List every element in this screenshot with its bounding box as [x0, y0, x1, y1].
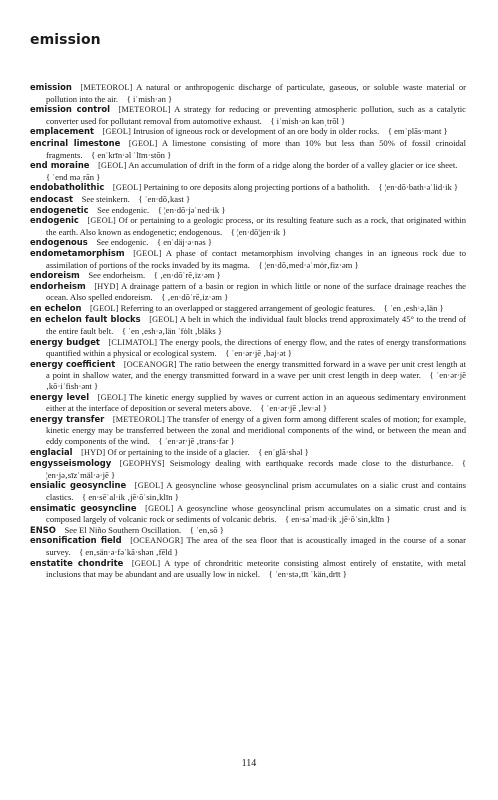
entry-pronunciation: { ˈen·stə‚tīt ˈkän‚drīt } [268, 569, 347, 580]
entry-definition: The kinetic energy supplied by waves or current action in an aqueous sedimentary environment either at the interface of deposition or several meters above. [46, 391, 466, 414]
entry-pronunciation: { ‚en·dōˈrē‚iz·əm } [153, 270, 221, 281]
dictionary-entry [30, 182, 466, 194]
entry-headword: en echelon fault blocks [30, 314, 141, 325]
entry-headword: ensimatic geosyncline [30, 502, 137, 513]
entry-pronunciation: { enˈkrīn·əl ˈlīm·stōn } [91, 149, 172, 160]
dictionary-entry [30, 359, 466, 392]
entry-headword: endoreism [30, 270, 80, 281]
entry-pronunciation: { ˈen ‚esh·ə‚län ˈfȯlt ‚bläks } [121, 326, 223, 337]
running-head: emission [30, 32, 101, 48]
entry-pronunciation: { ¦en·jə‚sīzˈmäl·ə·jē } [46, 458, 466, 480]
entry-pronunciation: { enˈdäj·ə·nəs } [156, 237, 212, 248]
entry-headword: emplacement [30, 126, 94, 137]
entry-field-tag: [OCEANOGR] [123, 359, 177, 369]
entry-headword: endogenic [30, 215, 79, 226]
dictionary-entry [30, 205, 466, 216]
dictionary-entry [30, 104, 466, 126]
dictionary-entry [30, 458, 466, 480]
entry-headword: ensialic geosyncline [30, 480, 127, 491]
dictionary-entry [30, 314, 466, 336]
entry-definition: See El Niño Southern Oscillation. [64, 524, 182, 535]
entry-definition: Of or pertaining to the inside of a glacier. [107, 446, 250, 457]
entry-field-tag: [GEOL] [112, 183, 142, 193]
entry-headword: energy level [30, 391, 90, 402]
entry-field-tag: [GEOL] [134, 481, 164, 491]
entry-field-tag: [OCEANOGR] [130, 536, 184, 546]
entry-list [30, 82, 466, 580]
dictionary-entry [30, 503, 466, 525]
entry-definition: A belt in which the individual fault blocks trend approximately 45° to the trend of the entire fault belt. [46, 314, 466, 337]
entry-headword: emission [30, 82, 72, 92]
entry-definition: A drainage pattern of a basin or region in which little or none of the surface drainage reaches the ocean. Also spelled endoreism. [46, 280, 466, 303]
entry-field-tag: [GEOL] [98, 161, 127, 171]
entry-definition: A geosyncline whose geosynclinal prism accumulates on a sialic crust and contains clastics. [46, 480, 466, 502]
entry-pronunciation: { ¦en·dō¦jen·ik } [230, 226, 287, 237]
dictionary-entry [30, 525, 466, 536]
dictionary-entry [30, 215, 466, 237]
entry-definition: A geosyncline whose geosynclinal prism accumulates on a simatic crust and is composed largely of volcanic rock or sediments of volcanic debris. [46, 502, 466, 525]
entry-headword: ensonification field [30, 535, 122, 546]
entry-definition: Seismology dealing with earthquake records made close to the disturbance. [169, 458, 454, 469]
entry-definition: Intrusion of igneous rock or development of an ore body in older rocks. [133, 126, 380, 137]
dictionary-entry [30, 392, 466, 414]
entry-definition: A limestone consisting of more than 10% but less than 50% of fossil crinoidal fragments. [46, 137, 466, 160]
dictionary-entry [30, 303, 466, 315]
entry-field-tag: [METEOROL] [112, 414, 165, 424]
entry-pronunciation: { ¦en·dō·jəˈned·ik } [157, 204, 226, 215]
entry-definition: A natural or anthropogenic discharge of particulate, gaseous, or soluble waste material or pollution into the air. [46, 82, 466, 104]
entry-definition: See endogenic. [97, 204, 150, 215]
entry-field-tag: [METEOROL] [118, 105, 171, 115]
entry-headword: englacial [30, 446, 73, 457]
dictionary-entry [30, 138, 466, 160]
entry-pronunciation: { ˈen·ər·jē ‚bəj·ət } [225, 348, 292, 359]
dictionary-entry [30, 160, 466, 182]
entry-field-tag: [METEOROL] [80, 83, 133, 92]
dictionary-entry [30, 447, 466, 459]
entry-pronunciation: { ¦en·dō·bath·əˈlid·ik } [378, 182, 459, 193]
dictionary-entry [30, 237, 466, 248]
entry-definition: Pertaining to ore deposits along projecting portions of a batholith. [143, 182, 370, 193]
entry-headword: en echelon [30, 302, 82, 313]
entry-definition: See endogenic. [96, 237, 149, 248]
entry-field-tag: [GEOL] [133, 248, 162, 258]
entry-pronunciation: { ˈen·ər·jē ‚kō·iˈfish·ənt } [46, 370, 466, 392]
entry-pronunciation: { ˈen·dō‚kast } [138, 193, 191, 204]
entry-pronunciation: { ¦en·dō‚med·əˈmȯr‚fiz·əm } [258, 259, 359, 270]
dictionary-entry [30, 414, 466, 447]
dictionary-entry [30, 535, 466, 557]
entry-headword: endocast [30, 193, 73, 204]
entry-pronunciation: { iˈmish·ən } [126, 93, 173, 104]
entry-field-tag: [GEOL] [97, 392, 127, 402]
entry-headword: ENSO [30, 524, 56, 535]
dictionary-entry [30, 270, 466, 281]
entry-definition: The energy pools, the directions of energy flow, and the rates of energy transformations quantified within a physical or ecological system. [46, 336, 466, 359]
entry-pronunciation: { ˈen ‚esh·ə‚län } [383, 302, 444, 313]
entry-headword: endobatholithic [30, 182, 105, 193]
dictionary-entry [30, 248, 466, 270]
entry-field-tag: [GEOL] [149, 315, 178, 325]
entry-headword: end moraine [30, 160, 90, 171]
entry-definition: A type of chrondritic meteorite consisting almost entirely of enstatite, with metal inclusions that may be abundant and are usually low in nickel. [46, 557, 466, 580]
entry-headword: energy budget [30, 336, 100, 347]
entry-pronunciation: { en‚sän·ə·fəˈkā·shən ‚fēld } [79, 546, 179, 557]
entry-field-tag: [GEOL] [87, 216, 116, 226]
page-number: 114 [241, 758, 257, 769]
entry-headword: endogenous [30, 237, 88, 248]
entry-definition: See endorheism. [88, 270, 146, 281]
entry-field-tag: [HYD] [94, 281, 119, 291]
entry-definition: The area of the sea floor that is acoustically imaged in the course of a sonar survey. [46, 535, 466, 557]
entry-headword: enstatite chondrite [30, 557, 124, 568]
entry-field-tag: [GEOL] [145, 503, 174, 513]
dictionary-entry [30, 480, 466, 502]
entry-field-tag: [CLIMATOL] [108, 337, 158, 347]
entry-definition: An accumulation of drift in the form of a ridge along the border of a valley glacier or ice sheet. [128, 160, 458, 171]
entry-definition: See steinkern. [81, 193, 130, 204]
entry-headword: encrinal limestone [30, 137, 121, 148]
entry-headword: energy transfer [30, 413, 105, 424]
entry-headword: emission control [30, 104, 111, 115]
entry-definition: A strategy for reducing or preventing atmospheric pollution, such as a catalytic converter used for pollutant removal from automotive exhaust. [46, 104, 466, 126]
entry-headword: energy coefficient [30, 358, 116, 369]
entry-field-tag: [GEOL] [128, 138, 158, 148]
dictionary-entry [30, 558, 466, 580]
entry-pronunciation: { ˈen·ər·jē ‚lev·əl } [260, 403, 327, 414]
entry-pronunciation: { en·sēˈal·ik ‚jē·ōˈsin‚klīn } [82, 491, 179, 502]
dictionary-entry [30, 82, 466, 104]
dictionary-entry [30, 126, 466, 138]
entry-definition: The transfer of energy of a given form among different scales of motion; for example, kinetic energy may be transferred between the zonal and meridional components of the wind, or between the mean and eddy components of the wind. [46, 413, 466, 446]
dictionary-entry [30, 281, 466, 303]
entry-pronunciation: { ˈen·ər·jē ‚trans·fər } [158, 436, 235, 446]
entry-pronunciation: { en·səˈmad·ik ‚jē·ōˈsin‚klīn } [284, 514, 391, 525]
entry-headword: endogenetic [30, 204, 89, 215]
entry-field-tag: [GEOL] [90, 303, 119, 313]
entry-field-tag: [GEOL] [102, 127, 132, 137]
entry-definition: The ratio between the energy transmitted forward in a wave per unit crest length at a point in shallow water, and the energy transmitted forward in a wave per unit crest length in deep water. [46, 358, 466, 381]
entry-field-tag: [GEOL] [131, 558, 161, 568]
entry-pronunciation: { ‚en·dōˈrē‚iz·əm } [161, 292, 229, 303]
entry-field-tag: [GEOPHYS] [119, 459, 165, 469]
entry-pronunciation: { enˈglā·shəl } [258, 446, 309, 457]
entry-definition: Of or pertaining to a geologic process, or its resulting feature such as a rock, that originated within the earth. Also known as endogenetic; endogenous. [46, 215, 467, 237]
entry-pronunciation: { ˈend məˌrān } [46, 171, 101, 182]
entry-pronunciation: { iˈmish·ən kənˌtrōl } [270, 115, 346, 126]
entry-headword: endometamorphism [30, 247, 125, 258]
entry-field-tag: [HYD] [81, 447, 106, 457]
entry-definition: Referring to an overlapped or staggered arrangement of geologic features. [120, 302, 376, 313]
entry-headword: endorheism [30, 280, 86, 291]
entry-pronunciation: { ˈen‚sō } [189, 524, 224, 535]
dictionary-entry [30, 337, 466, 359]
entry-definition: A phase of contact metamorphism involving changes in an igneous rock due to assimilation of portions of the rocks invaded by its magma. [46, 247, 466, 270]
dictionary-entry [30, 194, 466, 205]
entry-pronunciation: { emˈplās·mənt } [387, 126, 448, 137]
entry-headword: engysseismology [30, 458, 112, 469]
